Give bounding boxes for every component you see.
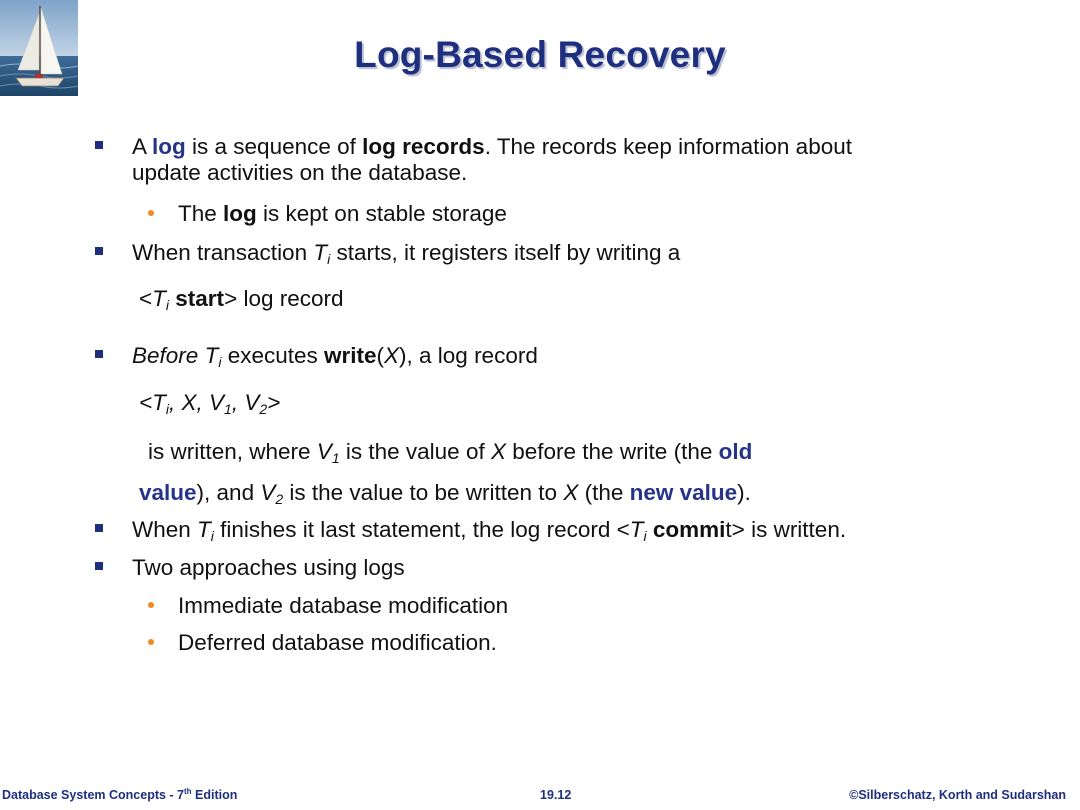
bullet-before-write [132, 343, 538, 369]
text: < [139, 390, 153, 415]
subscript-2: 2 [275, 491, 284, 507]
bullet-transaction-start [132, 240, 680, 266]
var-t: T [629, 517, 644, 542]
text: is kept on stable storage [256, 201, 507, 226]
text: Edition [191, 788, 238, 802]
subscript-i: i [210, 528, 214, 544]
bullet-approaches: Two approaches using logs [132, 555, 405, 580]
footer-copyright: ©Silberschatz, Korth and Sudarshan [849, 788, 1066, 802]
var-v: V [260, 480, 276, 505]
text: Database System Concepts - 7 [2, 788, 185, 802]
text: is written, where [148, 439, 317, 464]
bullet-square [95, 141, 103, 149]
text: . The records keep information about [484, 134, 852, 159]
update-record-description-cont [139, 480, 751, 506]
bullet-commit [132, 517, 846, 543]
text: t> is written. [725, 517, 847, 542]
text: A [132, 134, 153, 159]
var-x: X [490, 439, 506, 464]
bullet-dot [148, 602, 154, 608]
bullet-log-definition-cont: update activities on the database. [132, 160, 468, 185]
bullet-square [95, 524, 103, 532]
text: (the [578, 480, 630, 505]
text: is the value to be written to [283, 480, 564, 505]
subscript-2: 2 [259, 401, 268, 417]
bullet-square [95, 562, 103, 570]
var-t: T [204, 343, 219, 368]
footer-edition [2, 788, 237, 802]
term-value: value [139, 480, 197, 505]
bullet-square [95, 350, 103, 358]
var-x: X [384, 343, 400, 368]
keyword-write: write [324, 343, 377, 368]
text: > [267, 390, 281, 415]
term-log-records: log records [362, 134, 485, 159]
subscript-1: 1 [224, 401, 232, 417]
slide-title: Log-Based Recovery [354, 34, 726, 75]
subscript-1: 1 [331, 450, 340, 466]
text: ), and [196, 480, 261, 505]
text: ( [376, 343, 385, 368]
update-log-record [139, 390, 280, 416]
text: , X, V [169, 390, 225, 415]
keyword-start: start [175, 286, 225, 311]
var-t: T [313, 240, 328, 265]
var-v: V [316, 439, 332, 464]
text: is the value of [339, 439, 491, 464]
term-old: old [718, 439, 753, 464]
text: < [139, 286, 153, 311]
text: , V [231, 390, 260, 415]
text: > log record [224, 286, 344, 311]
text: ). [737, 480, 751, 505]
subscript-i: i [643, 528, 647, 544]
subscript-i: i [218, 354, 222, 370]
text: ), a log record [399, 343, 538, 368]
bullet-square [95, 247, 103, 255]
text: finishes it last statement, the log record < [213, 517, 630, 542]
bullet-log-definition [132, 134, 852, 160]
var-t: T [152, 286, 166, 311]
term-log: log [152, 134, 186, 159]
subscript-i: i [327, 251, 331, 267]
start-log-record [139, 286, 344, 312]
superscript-th: th [184, 786, 192, 796]
sub-bullet-deferred: Deferred database modification. [178, 630, 497, 655]
text-before: Before [132, 343, 199, 368]
keyword-commit: commi [652, 517, 726, 542]
bullet-dot [148, 639, 154, 645]
footer-page-number: 19.12 [540, 788, 572, 802]
text: When [132, 517, 198, 542]
text: before the write (the [505, 439, 719, 464]
sub-bullet-immediate: Immediate database modification [178, 593, 509, 618]
term-log: log [223, 201, 257, 226]
text: executes [221, 343, 324, 368]
text: The [178, 201, 224, 226]
text: When transaction [132, 240, 314, 265]
text: starts, it registers itself by writing a [330, 240, 681, 265]
subscript-i: i [165, 297, 170, 313]
var-t: T [152, 390, 166, 415]
var-t: T [197, 517, 211, 542]
subscript-i: i [165, 401, 170, 417]
update-record-description [148, 439, 752, 465]
term-new-value: new value [629, 480, 738, 505]
text: is a sequence of [185, 134, 363, 159]
var-x: X [563, 480, 579, 505]
sub-bullet-stable-storage [178, 201, 507, 227]
bullet-dot [148, 210, 154, 216]
